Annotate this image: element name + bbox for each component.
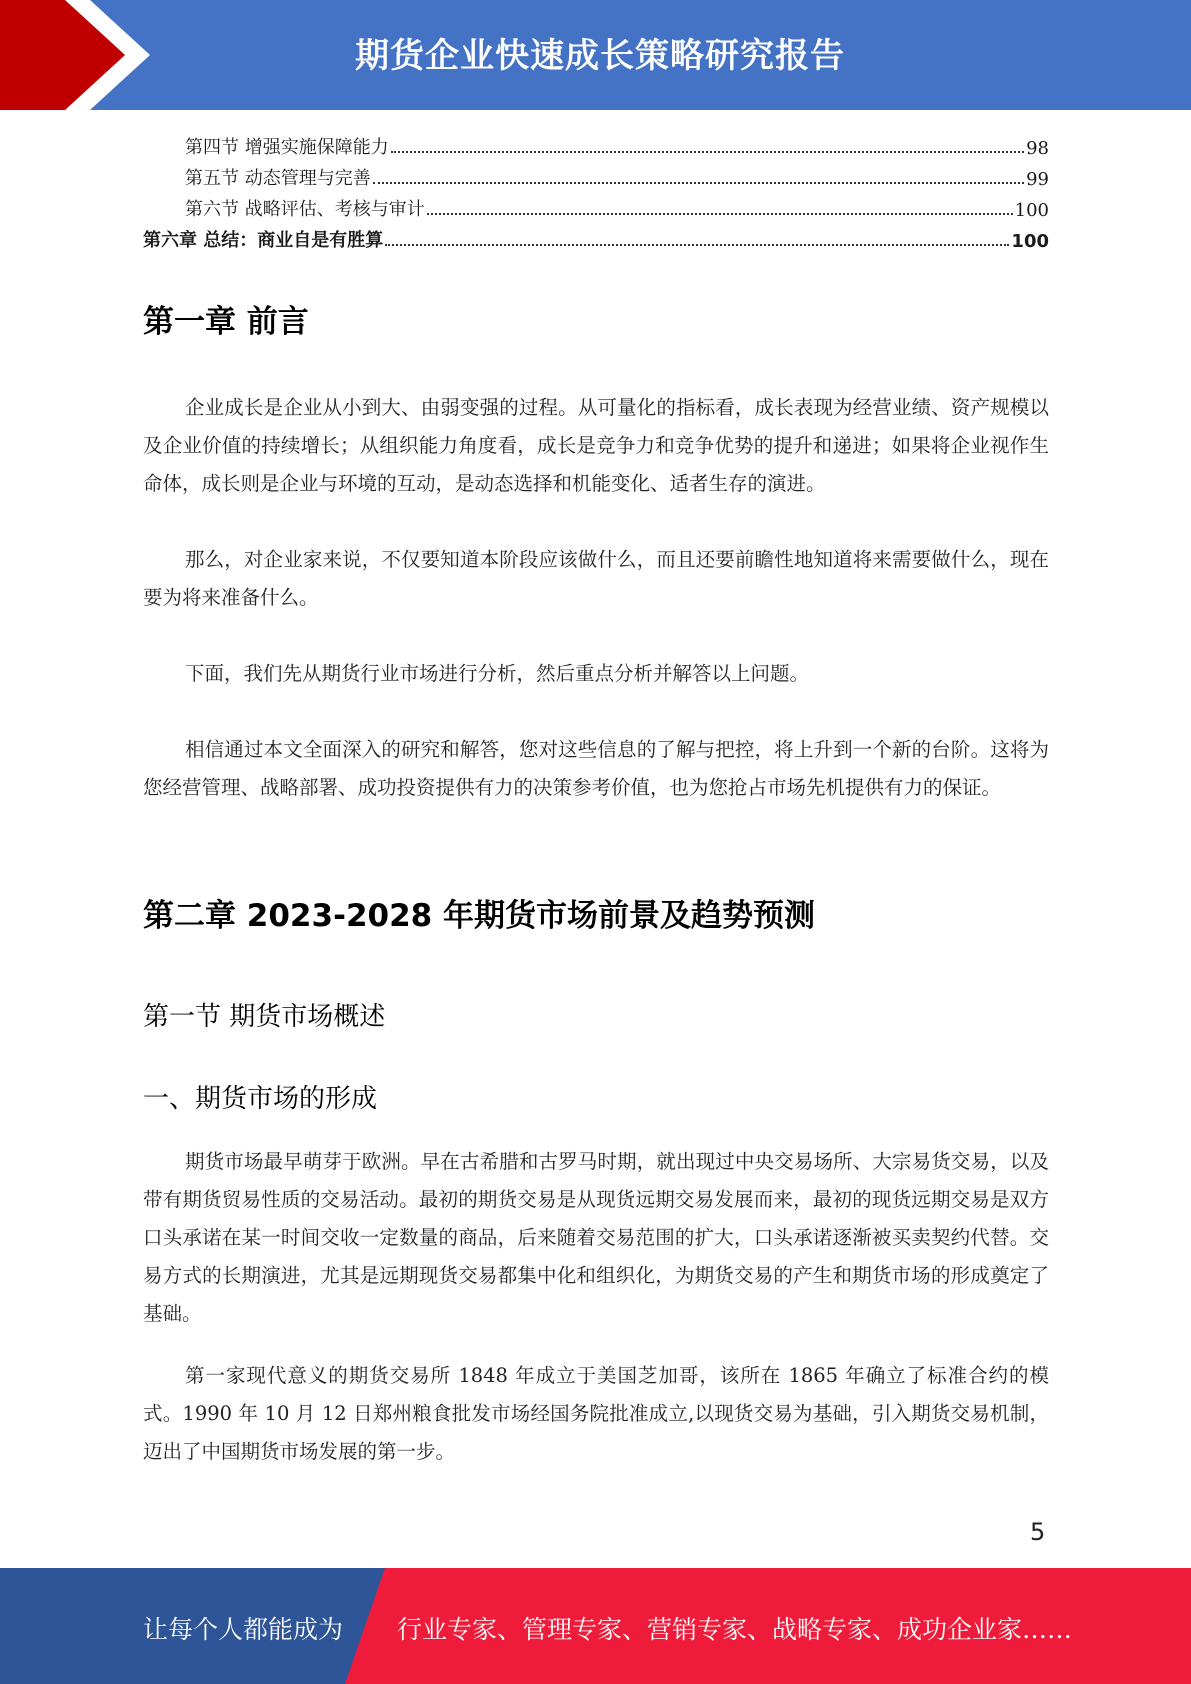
toc-leader-dots [427, 213, 1013, 215]
table-of-contents [143, 128, 1049, 252]
toc-entry-page: 100 [1014, 200, 1049, 221]
footer-slogan-right: 行业专家、管理专家、营销专家、战略专家、成功企业家…… [397, 1615, 1073, 1644]
page-footer [0, 1568, 1191, 1684]
chapter-2-heading: 第二章 2023-2028 年期货市场前景及趋势预测 [143, 898, 816, 934]
body-paragraph: 那么，对企业家来说，不仅要知道本阶段应该做什么，而且还要前瞻性地知道将来需要做什么，现在要为将来准备什么。 [143, 548, 1049, 609]
toc-chapter-entry[interactable] [143, 221, 1049, 252]
chapter-1-heading: 第一章 前言 [143, 304, 309, 340]
toc-entry-label: 第六章 总结：商业自是有胜算 [143, 230, 384, 251]
toc-entry-page: 98 [1026, 138, 1049, 159]
body-paragraph: 相信通过本文全面深入的研究和解答，您对这些信息的了解与把控，将上升到一个新的台阶。这将为您经营管理、战略部署、成功投资提供有力的决策参考价值，也为您抢占市场先机提供有力的保证。 [143, 738, 1049, 799]
header-arrow-decoration [0, 0, 160, 110]
toc-entry-label: 第四节 增强实施保障能力 [185, 137, 389, 158]
toc-entry[interactable] [143, 159, 1049, 190]
footer-slogan-left: 让每个人都能成为 [143, 1615, 344, 1644]
toc-entry-label: 第六节 战略评估、考核与审计 [185, 199, 425, 220]
body-paragraph: 下面，我们先从期货行业市场进行分析，然后重点分析并解答以上问题。 [185, 662, 810, 685]
toc-entry-page: 99 [1026, 169, 1049, 190]
toc-entry-label: 第五节 动态管理与完善 [185, 168, 371, 189]
subsection-heading: 一、期货市场的形成 [143, 1084, 378, 1114]
toc-leader-dots [373, 182, 1024, 184]
toc-leader-dots [391, 151, 1024, 153]
toc-entry[interactable] [143, 128, 1049, 159]
toc-leader-dots [385, 244, 1009, 246]
report-title: 期货企业快速成长策略研究报告 [355, 36, 845, 76]
body-paragraph: 企业成长是企业从小到大、由弱变强的过程。从可量化的指标看，成长表现为经营业绩、资产规模以及企业价值的持续增长；从组织能力角度看，成长是竞争力和竞争优势的提升和递进；如果将企业视作生命体，成长则是企业与环境的互动，是动态选择和机能变化、适者生存的演进。 [143, 396, 1049, 495]
page-header [0, 0, 1191, 110]
toc-entry[interactable] [143, 190, 1049, 221]
section-heading: 第一节 期货市场概述 [143, 1002, 386, 1032]
body-paragraph: 期货市场最早萌芽于欧洲。早在古希腊和古罗马时期，就出现过中央交易场所、大宗易货交易，以及带有期货贸易性质的交易活动。最初的期货交易是从现货远期交易发展而来，最初的现货远期交易是双方口头承诺在某一时间交收一定数量的商品，后来随着交易范围的扩大，口头承诺逐渐被买卖契约代替。交易方式的长期演进，尤其是远期现货交易都集中化和组织化，为期货交易的产生和期货市场的形成奠定了基础。 [143, 1150, 1049, 1325]
page-number: 5 [1030, 1518, 1046, 1546]
toc-entry-page: 100 [1011, 231, 1049, 252]
body-paragraph: 第一家现代意义的期货交易所 1848 年成立于美国芝加哥，该所在 1865 年确立了标准合约的模式。1990 年 10 月 12 日郑州粮食批发市场经国务院批准成立,以现货交易为基础，引入期货交易机制，迈出了中国期货市场发展的第一步。 [143, 1364, 1049, 1463]
